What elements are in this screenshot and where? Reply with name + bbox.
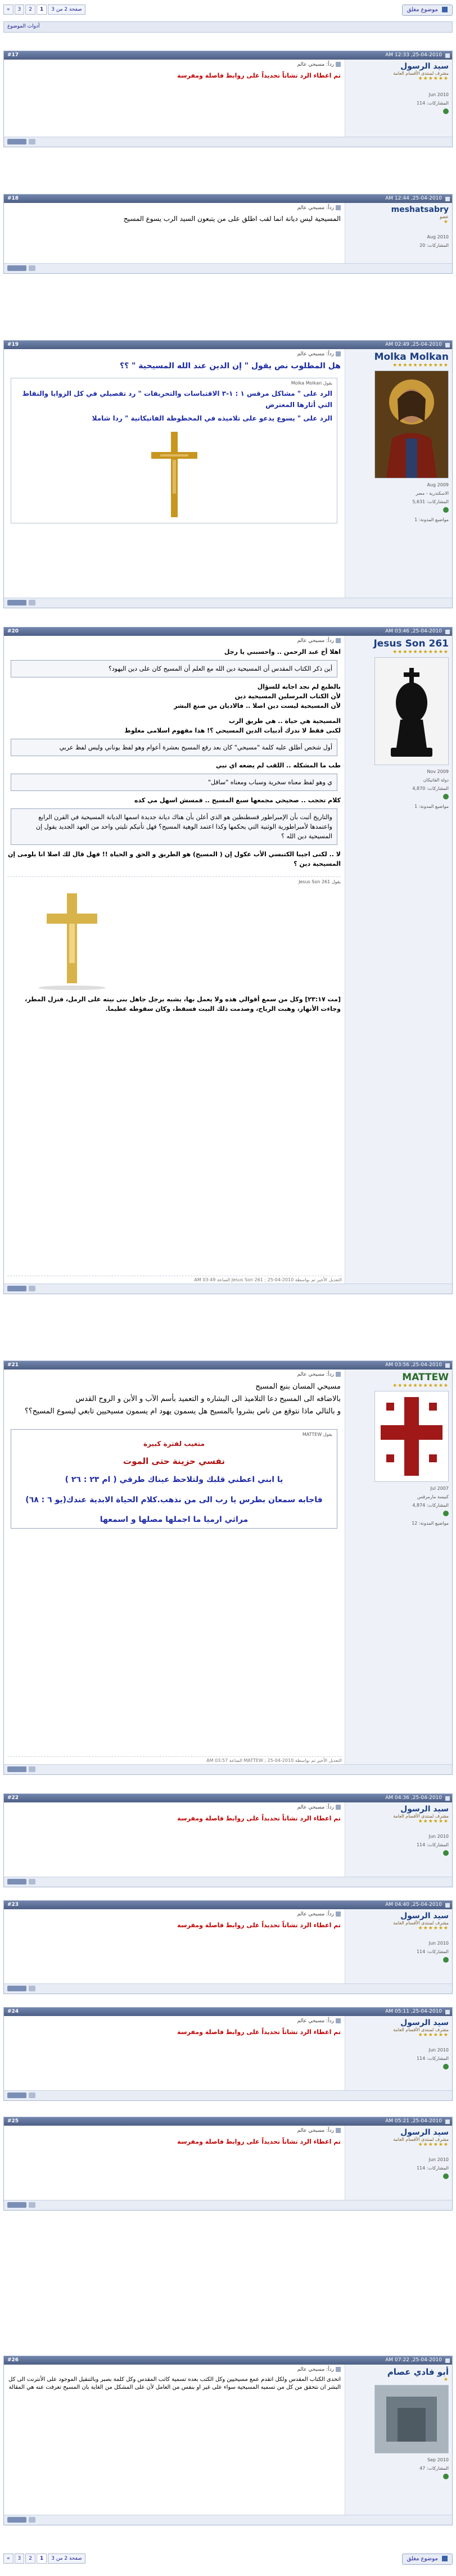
post-body <box>4 2016 344 2090</box>
user-info <box>345 2016 452 2090</box>
reply-with-quote-button[interactable] <box>7 1986 26 1991</box>
quote-box <box>11 774 337 791</box>
post-icon <box>445 1363 450 1368</box>
avatar <box>374 370 449 478</box>
rank-stars: ★★★★★★★★★★★ <box>392 649 449 655</box>
sig-line: متغيب لفترة كبيرة <box>143 1440 205 1448</box>
post <box>3 2007 453 2101</box>
username[interactable]: Molka Molkan <box>374 351 449 363</box>
location: دولة الفاتيكان <box>423 778 449 783</box>
online-status-icon <box>443 1850 449 1856</box>
post-footer <box>4 137 452 147</box>
user-info <box>345 349 452 598</box>
post <box>3 194 453 274</box>
post-title-icon <box>336 2128 341 2133</box>
post-body <box>4 1370 344 1764</box>
reply-with-quote-button[interactable] <box>7 1766 26 1772</box>
next-page-link[interactable]: » <box>3 2554 13 2564</box>
post-footer <box>4 598 452 608</box>
user-info <box>345 2365 452 2515</box>
post-subject: رداً: مسيحي عالم <box>297 205 334 211</box>
bottom-toolbar <box>3 2552 453 2569</box>
post-title-icon <box>336 62 341 67</box>
post-count: المشاركات: 4,870 <box>412 786 449 791</box>
post-title-icon <box>336 638 341 643</box>
rank-stars: ★★★★★★★★★★★ <box>392 1383 449 1389</box>
pagination <box>3 2554 85 2564</box>
multiquote-button[interactable] <box>29 1986 35 1991</box>
post-icon <box>445 53 450 58</box>
post-date: 25-04-2010, 05:11 AM <box>385 2009 442 2014</box>
post-icon <box>445 197 450 201</box>
post-title-icon <box>336 2367 341 2372</box>
online-status-icon <box>443 109 449 114</box>
post-body <box>4 1909 344 1983</box>
closed-topic-label: موضوع مغلق <box>407 7 438 13</box>
post-footer <box>4 263 452 273</box>
post <box>3 1361 453 1775</box>
post-count: المشاركات: 4,874 <box>412 1503 449 1508</box>
user-info <box>345 1802 452 1877</box>
sig-bullet[interactable]: الرد على " يسوع يدعو على تلاميذه في المخطوطة الفاتيكانية " ردا شاملا <box>92 414 332 422</box>
user-title: مشرف لمنتدى الأقسام العامة <box>393 1814 449 1819</box>
user-info <box>345 1909 452 1983</box>
post-footer <box>4 1284 452 1294</box>
page-link[interactable]: 2 <box>25 2554 35 2564</box>
username[interactable]: أبو فادي عصام <box>387 2367 449 2377</box>
signature-header: يقول Jesus Son 261 <box>299 879 341 884</box>
post-text: طب ما المشكله .. اللقب لم يضعه اي نبي <box>215 762 341 769</box>
reply-with-quote-button[interactable] <box>7 1879 26 1884</box>
multiquote-button[interactable] <box>29 2093 35 2098</box>
post-subject: رداً: مسيحي عالم <box>297 2367 334 2372</box>
multiquote-button[interactable] <box>29 600 35 605</box>
post-number[interactable]: #21 <box>7 1362 19 1368</box>
post <box>3 627 453 1294</box>
post-number[interactable]: #22 <box>7 1795 19 1801</box>
post-subject: رداً: مسيحي عالم <box>297 1805 334 1810</box>
post-message: تم اعطاء الرد تشاتاً تحديداً على روابط فاصلة ومفرسة <box>177 2028 341 2036</box>
join-date: Sep 2010 <box>427 2457 449 2462</box>
reply-with-quote-button[interactable] <box>7 600 26 605</box>
post-text: كلام تحجب .. صحيحي مجمعها سبع المسيح .. فمسش اسهل مي كده <box>134 797 341 804</box>
join-date: Jun 2010 <box>428 2157 449 2162</box>
online-status-icon <box>443 507 449 513</box>
online-status-icon <box>443 2474 449 2479</box>
post-count: المشاركات: 5,631 <box>412 499 449 504</box>
post-header <box>4 195 452 203</box>
post-header <box>4 1794 452 1802</box>
post-date: 25-04-2010, 03:56 AM <box>385 1362 442 1368</box>
join-date: Jul 2007 <box>430 1486 449 1491</box>
post-text: لكنى فقط لا ندرك أدبيات الدين المسيحي ؟! هذا مفهوم اسلامى مغلوط <box>124 727 341 734</box>
user-info <box>345 203 452 263</box>
rank-stars: ★★★★★★ <box>418 1926 449 1931</box>
post-text: اهلا أخ عبد الرحمن .. واحسبني يا رجل <box>224 648 341 656</box>
multiquote-button[interactable] <box>29 1766 35 1772</box>
post-count: المشاركات: 114 <box>416 2056 449 2061</box>
closed-topic-button[interactable] <box>402 4 453 16</box>
username[interactable]: سيد الرسول <box>400 2018 449 2027</box>
reply-with-quote-button[interactable] <box>7 2517 26 2523</box>
post-body <box>4 349 344 598</box>
post-text: بالطبع لم نجد اجابه للسؤال <box>257 683 341 690</box>
page-link[interactable]: 1 <box>37 4 47 15</box>
edit-note: التعديل الأخير تم بواسطة Jesus Son 261 ; 25-04-2010 الساعة 03:49 AM <box>7 1276 342 1282</box>
post-date: 25-04-2010, 12:44 AM <box>385 196 442 201</box>
user-info <box>345 1370 452 1764</box>
post-number[interactable]: #26 <box>7 2357 19 2363</box>
avatar <box>374 1391 449 1482</box>
post-footer <box>4 2090 452 2100</box>
join-date: Jun 2010 <box>428 2048 449 2053</box>
quote-box <box>11 739 337 756</box>
join-date: Jun 2010 <box>428 1941 449 1946</box>
post-footer <box>4 2200 452 2210</box>
rank-stars: ★★★★★★ <box>418 76 449 82</box>
blog-entries[interactable]: مواضيع المدونة: 1 <box>414 804 449 809</box>
post-header <box>4 2356 452 2365</box>
online-status-icon <box>443 2064 449 2069</box>
lock-icon <box>442 7 448 12</box>
post-number[interactable]: #24 <box>7 2009 19 2014</box>
post-header <box>4 627 452 636</box>
post-title-icon <box>336 351 341 356</box>
post-body <box>4 2365 344 2515</box>
signature-box <box>11 1429 337 1529</box>
online-status-icon <box>443 2173 449 2179</box>
pager-label: صفحة 2 من 3 <box>48 2554 85 2564</box>
post <box>3 2356 453 2525</box>
user-title: مشرف لمنتدى الأقسام العامة <box>393 71 449 76</box>
online-status-icon <box>443 794 449 799</box>
post-footer <box>4 1877 452 1887</box>
reply-with-quote-button[interactable] <box>7 1286 26 1291</box>
post-count: المشاركات: 114 <box>416 2166 449 2171</box>
post-subject: رداً: مسيحي عالم <box>297 2018 334 2024</box>
signature <box>7 876 341 1014</box>
post-count: المشاركات: 114 <box>416 1949 449 1954</box>
post-message: تم اعطاء الرد تشاتاً تحديداً على روابط فاصلة ومفرسة <box>177 2138 341 2145</box>
multiquote-button[interactable] <box>29 2517 35 2523</box>
reply-with-quote-button[interactable] <box>7 2202 26 2208</box>
username[interactable]: Jesus Son 261 <box>373 638 449 649</box>
post-footer <box>4 2515 452 2525</box>
post-message: المسيحية ليس ديانة انما لقب اطلق على من يتبعون السيد الرب يسوع المسيح <box>123 215 341 223</box>
blog-entries[interactable]: مواضيع المدونة: 12 <box>412 1521 449 1526</box>
username[interactable]: MATTEW <box>402 1372 449 1383</box>
post-number[interactable]: #20 <box>7 629 19 634</box>
sig-bullet[interactable]: الرد على " مشاكل مرقس ١ : ١-٣ الاقتباسات والتحريفات " رد تفصيلي في كل الزوايا والنقاط التي أثارها المعترض <box>22 390 332 409</box>
post-subject: رداً: مسيحي عالم <box>297 1372 334 1377</box>
signature-box <box>11 378 337 523</box>
username[interactable]: سيد الرسول <box>400 62 449 71</box>
closed-topic-label: موضوع مغلق <box>407 2556 438 2562</box>
post-subject: رداً: مسيحي عالم <box>297 1911 334 1917</box>
post <box>3 340 453 608</box>
username[interactable]: سيد الرسول <box>400 2128 449 2137</box>
post-number[interactable]: #18 <box>7 196 19 201</box>
post-icon <box>445 2119 450 2124</box>
rank-stars: ★★★★★★ <box>418 2142 449 2148</box>
post-text: لأن الكتاب المرسلين المسيحية دين <box>234 693 341 700</box>
post-message: تم اعطاء الرد تشاتاً تحديداً على روابط فاصلة ومفرسة <box>177 1922 341 1929</box>
join-date: Aug 2010 <box>427 234 449 239</box>
join-date: Nov 2009 <box>427 769 449 774</box>
post-footer <box>4 1983 452 1994</box>
multiquote-button[interactable] <box>29 139 35 144</box>
post-header <box>4 1901 452 1909</box>
post-title-icon <box>336 2018 341 2023</box>
post-icon <box>445 630 450 634</box>
post-title-icon <box>336 205 341 210</box>
username[interactable]: سيد الرسول <box>400 1805 449 1814</box>
username[interactable]: meshatsabry <box>391 205 449 214</box>
quote-text: ي وهو لفظ معناه سخرية وسباب ومعناه "ساقل" <box>208 779 332 786</box>
reply-with-quote-button[interactable] <box>7 139 26 144</box>
post-title-icon <box>336 1372 341 1377</box>
post-date: 25-04-2010, 04:36 AM <box>385 1795 442 1801</box>
multiquote-button[interactable] <box>29 1286 35 1291</box>
post-count: المشاركات: 114 <box>416 101 449 106</box>
post-header <box>4 1361 452 1370</box>
post <box>3 1793 453 1887</box>
post <box>3 2117 453 2211</box>
online-status-icon <box>443 1511 449 1516</box>
post-text: و بالتالي ماذا نتوقع من ناس بشروا بالمسيح هل يسمون يهود ام يسمون مسيحيين تابعي ليسوع المسيح؟؟ <box>24 1407 341 1416</box>
user-info <box>345 60 452 137</box>
sig-line: مراثي ارميا ما اجملها مصلها و اسمعها <box>100 1515 249 1524</box>
quote-text: أين ذكر الكتاب المقدس أن المسيحية دين الله مع العلم أن المسيح كان على دين اليهود؟ <box>109 665 332 672</box>
post-footer <box>4 1764 452 1774</box>
post-message: اتحدى الكتاب المقدس ولكل اتقدم عمع مسيحيين وكل الكتب بعده تسمية كاتب المقدس وكل كلمة بصبر وبالتنقيل الموجود على الأنترنت الى كل البشر ان نتحقق من كل من تسميه المسيحية سواء على غير او بنفس من العامل لأن على المشكل من الغاية بان المسيح تعرفت عنه هي المقالة <box>8 2376 341 2390</box>
multiquote-button[interactable] <box>29 1879 35 1884</box>
multiquote-button[interactable] <box>29 265 35 271</box>
quote-box <box>11 808 337 845</box>
post-icon <box>445 2358 450 2363</box>
post-message: تم اعطاء الرد تشاتاً تحديداً على روابط فاصلة ومفرسة <box>177 72 341 79</box>
multiquote-button[interactable] <box>29 2202 35 2208</box>
edit-note: التعديل الأخير تم بواسطة MATTEW ; 25-04-2010 الساعة 03:57 AM <box>7 1756 342 1763</box>
post-number[interactable]: #17 <box>7 52 19 58</box>
user-title: مشرف لمنتدى الأقسام العامة <box>393 1920 449 1926</box>
rank-stars: ★ <box>443 2377 449 2383</box>
post-date: 25-04-2010, 07:22 AM <box>385 2357 442 2363</box>
post-number[interactable]: #19 <box>7 342 19 347</box>
post-subject: رداً: مسيحي عالم <box>297 62 334 67</box>
thread-tools-label: أدوات الموضوع <box>7 24 40 29</box>
page-link[interactable]: 1 <box>37 2554 47 2564</box>
quote-text: أول شخص أطلق عليه كلمة "مسيحي" كان بعد رفع المسيح بعشرة أعوام وهو لفظ يوناني وليس لفظ عربي <box>59 744 332 751</box>
page-link[interactable]: 2 <box>25 4 35 15</box>
rank-stars: ★ <box>443 219 449 225</box>
cross-image <box>30 889 114 990</box>
post-body <box>4 60 344 137</box>
post-icon <box>445 2010 450 2014</box>
post-body <box>4 203 344 263</box>
sig-line: فاجابه سمعان بطرس يا رب الى من نذهب.كلام الحياة الابدية عندك(يو ٦ : ٦٨) <box>25 1495 323 1504</box>
post <box>3 1900 453 1994</box>
post-number[interactable]: #23 <box>7 1902 19 1908</box>
online-status-icon <box>443 1957 449 1963</box>
user-title: عضو <box>440 214 449 219</box>
post-text: بالاضافه الى المسيح دعا التلاميذ الى البشاره و التعميد بأسم الآب و الأبن و الروح القدس <box>75 1395 341 1403</box>
post-body <box>4 2126 344 2200</box>
post-title-icon <box>336 1805 341 1810</box>
post-date: 25-04-2010, 02:49 AM <box>385 342 442 347</box>
closed-topic-button[interactable] <box>402 2554 453 2565</box>
post-subject: رداً: مسيحي عالم <box>297 2128 334 2134</box>
blog-entries[interactable]: مواضيع المدونة: 1 <box>414 517 449 522</box>
top-toolbar <box>3 3 453 20</box>
post-subject: رداً: مسيحي عالم <box>297 638 334 644</box>
sig-line: يا ابني اعطني قلبك ولتلاحظ عيناك طرقي ( ام ٢٣ : ٢٦ ) <box>65 1475 283 1484</box>
post-heading: هل المطلوب نص يقول " إن الدين عند الله المسيحية " ؟؟ <box>120 361 341 370</box>
avatar <box>374 657 449 765</box>
post-date: 25-04-2010, 03:46 AM <box>385 629 442 634</box>
post-subject: رداً: مسيحي عالم <box>297 351 334 357</box>
post-header <box>4 2117 452 2126</box>
lock-icon <box>442 2556 448 2561</box>
post-message: تم اعطاء الرد تشاتاً تحديداً على روابط فاصلة ومفرسة <box>177 1815 341 1822</box>
post-text: المسيحية هي حياة .. هي طريق الرب <box>229 717 341 725</box>
page-link[interactable]: 3 <box>15 2554 25 2564</box>
crucifix-image <box>143 430 205 519</box>
post-count: المشاركات: 47 <box>419 2466 449 2471</box>
user-title: مشرف لمنتدى الأقسام العامة <box>393 2137 449 2142</box>
join-date: Jun 2010 <box>428 1834 449 1839</box>
signature-header: يقول MATTEW <box>302 1432 332 1437</box>
post-header <box>4 2008 452 2016</box>
post-body <box>4 1802 344 1877</box>
rank-stars: ★★★★★★ <box>418 2032 449 2038</box>
post-title-icon <box>336 1911 341 1917</box>
signature-verse: [مت ٢٣:١٧] وكل من سمع أقوالي هذه ولا يعمل بها، يشبه برجل جاهل بنى بيته على الرمل، فنزل المطر، وجاءت الأنهار، وهبت الرياح، وصدمت ذلك البيت فسقط، وكان سقوطه عظيما. <box>25 996 341 1013</box>
page-link[interactable]: 3 <box>15 4 25 15</box>
post-text: مسيحي المسان بنبع المسيح <box>255 1382 341 1391</box>
user-info <box>345 2126 452 2200</box>
post-icon <box>445 343 450 347</box>
pager-label: صفحة 2 من 3 <box>48 4 85 15</box>
reply-with-quote-button[interactable] <box>7 2093 26 2098</box>
post <box>3 51 453 147</box>
reply-with-quote-button[interactable] <box>7 265 26 271</box>
quote-header: يقول Molka Molkan <box>291 381 332 386</box>
join-date: Aug 2009 <box>427 482 449 487</box>
post-date: 25-04-2010, 05:21 AM <box>385 2118 442 2124</box>
post-count: المشاركات: 114 <box>416 1842 449 1847</box>
username[interactable]: سيد الرسول <box>400 1911 449 1920</box>
post-body <box>4 636 344 1284</box>
next-page-link[interactable]: » <box>3 4 13 15</box>
post-text: لأن المسيحية ليست دين اصلا .. فالاديان من صنع البشر <box>174 702 341 709</box>
location: الاسكندرية - مصر <box>416 491 449 496</box>
post-number[interactable]: #25 <box>7 2118 19 2124</box>
avatar <box>374 2385 449 2453</box>
post-count: المشاركات: 20 <box>419 243 449 248</box>
rank-stars: ★★★★★★★★★★★ <box>392 363 449 368</box>
sig-line: نفسي حزينة حتى الموت <box>123 1456 225 1466</box>
quote-text: والتاريخ أثبت بأن الإمبراطور قسطنطين هو الذي أعلن بأن هناك ديانة جديدة اسمها الديانة المسيحية في القرن الرابع واعتمدها لأمبراطورية الوثنية التي يحكمها وكذا اعتمد الوهية المسيح؟ فهل تأتيكم تليتي واحد من العهد الجديد يقول إن المسيحية دين الله ؟ <box>36 814 332 840</box>
post-text: لا .. لكنى اجيبا الكتبسي الأب عكول إن ( المسيح) هو الطريق و الحق و الحياة !! فهل قال لك اصلا انا يلومى إن المسيحية دين ؟ <box>7 851 341 867</box>
post-icon <box>445 1796 450 1801</box>
post-header <box>4 341 452 349</box>
user-title: مشرف لمنتدى الأقسام العامة <box>393 2027 449 2032</box>
rank-stars: ★★★★★★ <box>418 1819 449 1824</box>
location: كنيسة مارمرقس <box>417 1494 449 1499</box>
post-header <box>4 51 452 60</box>
pagination <box>3 4 85 15</box>
user-info <box>345 636 452 1284</box>
post-date: 25-04-2010, 04:40 AM <box>385 1902 442 1908</box>
thread-tools-bar[interactable] <box>3 21 453 33</box>
join-date: Jun 2010 <box>428 92 449 97</box>
post-date: 25-04-2010, 12:33 AM <box>385 52 442 58</box>
quote-box <box>11 660 337 677</box>
post-icon <box>445 1903 450 1908</box>
